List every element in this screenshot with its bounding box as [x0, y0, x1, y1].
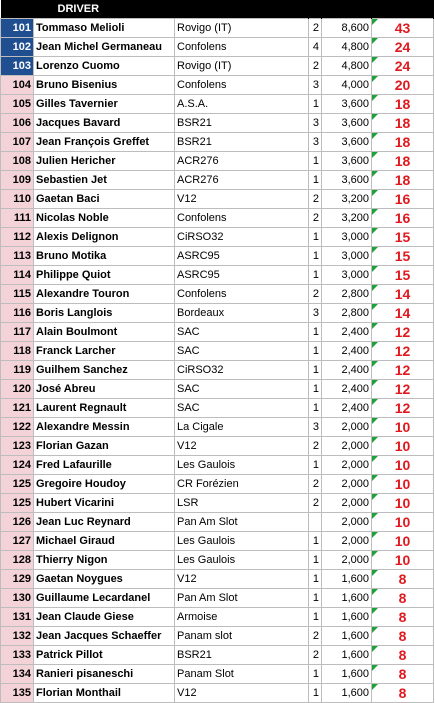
- table-row[interactable]: [1, 646, 434, 665]
- driver-name-cell[interactable]: Tommaso Melioli: [34, 19, 175, 38]
- table-row[interactable]: [1, 323, 434, 342]
- driver-name-cell[interactable]: Alexis Delignon: [34, 228, 175, 247]
- points-cell[interactable]: 2,400: [322, 380, 372, 399]
- club-cell[interactable]: SAC: [175, 399, 309, 418]
- count-cell[interactable]: 1: [309, 342, 322, 361]
- table-row[interactable]: [1, 38, 434, 57]
- row-number-cell[interactable]: 118: [1, 342, 34, 361]
- points-cell[interactable]: 3,200: [322, 209, 372, 228]
- club-cell[interactable]: Les Gaulois: [175, 456, 309, 475]
- club-cell[interactable]: SAC: [175, 342, 309, 361]
- club-cell[interactable]: ASRC95: [175, 247, 309, 266]
- count-cell[interactable]: 1: [309, 608, 322, 627]
- driver-name-cell[interactable]: Alain Boulmont: [34, 323, 175, 342]
- rank-cell[interactable]: 10: [372, 456, 434, 475]
- driver-name-cell[interactable]: Jean François Greffet: [34, 133, 175, 152]
- rank-cell[interactable]: 8: [372, 589, 434, 608]
- row-number-cell[interactable]: 105: [1, 95, 34, 114]
- points-cell[interactable]: 4,800: [322, 57, 372, 76]
- header-empty-points: [322, 0, 372, 19]
- rank-cell[interactable]: 12: [372, 342, 434, 361]
- points-cell[interactable]: 2,400: [322, 323, 372, 342]
- header-empty-rank: [372, 0, 434, 19]
- row-number-cell[interactable]: 120: [1, 380, 34, 399]
- table-row[interactable]: [1, 95, 434, 114]
- rank-cell[interactable]: 10: [372, 418, 434, 437]
- row-number-cell[interactable]: 121: [1, 399, 34, 418]
- table-row[interactable]: [1, 513, 434, 532]
- count-cell[interactable]: 1: [309, 456, 322, 475]
- count-cell[interactable]: 3: [309, 304, 322, 323]
- count-cell[interactable]: 1: [309, 532, 322, 551]
- points-cell[interactable]: 1,600: [322, 665, 372, 684]
- row-number-cell[interactable]: 122: [1, 418, 34, 437]
- club-cell[interactable]: V12: [175, 437, 309, 456]
- driver-name-cell[interactable]: Franck Larcher: [34, 342, 175, 361]
- count-cell[interactable]: 2: [309, 209, 322, 228]
- table-row[interactable]: [1, 494, 434, 513]
- club-cell[interactable]: BSR21: [175, 114, 309, 133]
- row-number-cell[interactable]: 125: [1, 494, 34, 513]
- driver-name-cell[interactable]: Florian Monthail: [34, 684, 175, 703]
- rank-cell[interactable]: 18: [372, 95, 434, 114]
- row-number-cell[interactable]: 117: [1, 323, 34, 342]
- header-empty-count: [309, 0, 322, 19]
- club-cell[interactable]: Panam slot: [175, 627, 309, 646]
- points-cell[interactable]: 3,000: [322, 228, 372, 247]
- rank-cell[interactable]: 18: [372, 114, 434, 133]
- points-cell[interactable]: 2,000: [322, 475, 372, 494]
- row-number-cell[interactable]: 104: [1, 76, 34, 95]
- rank-cell[interactable]: 10: [372, 475, 434, 494]
- table-row[interactable]: [1, 665, 434, 684]
- club-cell[interactable]: Pan Am Slot: [175, 589, 309, 608]
- club-cell[interactable]: Bordeaux: [175, 304, 309, 323]
- count-cell[interactable]: [309, 513, 322, 532]
- points-cell[interactable]: 4,800: [322, 38, 372, 57]
- row-number-cell[interactable]: 109: [1, 171, 34, 190]
- table-row[interactable]: [1, 475, 434, 494]
- table-row[interactable]: [1, 133, 434, 152]
- table-row[interactable]: [1, 589, 434, 608]
- driver-name-cell[interactable]: Lorenzo Cuomo: [34, 57, 175, 76]
- rank-cell[interactable]: 24: [372, 57, 434, 76]
- count-cell[interactable]: 4: [309, 38, 322, 57]
- club-cell[interactable]: CiRSO32: [175, 361, 309, 380]
- driver-name-cell[interactable]: José Abreu: [34, 380, 175, 399]
- row-number-cell[interactable]: 112: [1, 228, 34, 247]
- table-row[interactable]: [1, 437, 434, 456]
- rank-cell[interactable]: 18: [372, 171, 434, 190]
- rank-cell[interactable]: 12: [372, 380, 434, 399]
- club-cell[interactable]: Confolens: [175, 209, 309, 228]
- table-row[interactable]: [1, 190, 434, 209]
- points-cell[interactable]: 4,000: [322, 76, 372, 95]
- row-number-cell[interactable]: 110: [1, 190, 34, 209]
- header-driver: DRIVER: [1, 0, 309, 19]
- driver-name-cell[interactable]: Sebastien Jet: [34, 171, 175, 190]
- club-cell[interactable]: BSR21: [175, 133, 309, 152]
- club-cell[interactable]: Confolens: [175, 76, 309, 95]
- table-row[interactable]: [1, 627, 434, 646]
- count-cell[interactable]: 1: [309, 570, 322, 589]
- count-cell[interactable]: 1: [309, 266, 322, 285]
- count-cell[interactable]: 2: [309, 57, 322, 76]
- points-cell[interactable]: 3,000: [322, 247, 372, 266]
- row-number-cell[interactable]: 129: [1, 570, 34, 589]
- row-number-cell[interactable]: 128: [1, 551, 34, 570]
- points-cell[interactable]: 2,800: [322, 285, 372, 304]
- points-cell[interactable]: 2,000: [322, 532, 372, 551]
- driver-name-cell[interactable]: Bruno Bisenius: [34, 76, 175, 95]
- driver-name-cell[interactable]: Gilles Tavernier: [34, 95, 175, 114]
- count-cell[interactable]: 2: [309, 285, 322, 304]
- row-number-cell[interactable]: 115: [1, 285, 34, 304]
- row-number-cell[interactable]: 111: [1, 209, 34, 228]
- table-row[interactable]: [1, 532, 434, 551]
- rank-cell[interactable]: 12: [372, 323, 434, 342]
- count-cell[interactable]: 3: [309, 76, 322, 95]
- driver-name-cell[interactable]: Gregoire Houdoy: [34, 475, 175, 494]
- row-number-cell[interactable]: 125: [1, 475, 34, 494]
- count-cell[interactable]: 2: [309, 19, 322, 38]
- points-cell[interactable]: 2,000: [322, 513, 372, 532]
- table-row[interactable]: [1, 380, 434, 399]
- count-cell[interactable]: 1: [309, 399, 322, 418]
- row-number-cell[interactable]: 108: [1, 152, 34, 171]
- count-cell[interactable]: 2: [309, 646, 322, 665]
- club-cell[interactable]: ACR276: [175, 152, 309, 171]
- rank-cell[interactable]: 43: [372, 19, 434, 38]
- row-number-cell[interactable]: 113: [1, 247, 34, 266]
- count-cell[interactable]: 3: [309, 114, 322, 133]
- points-cell[interactable]: 2,400: [322, 342, 372, 361]
- club-cell[interactable]: CR Forézien: [175, 475, 309, 494]
- row-number-cell[interactable]: 114: [1, 266, 34, 285]
- driver-name-cell[interactable]: Nicolas Noble: [34, 209, 175, 228]
- table-row[interactable]: [1, 228, 434, 247]
- points-cell[interactable]: 1,600: [322, 608, 372, 627]
- club-cell[interactable]: BSR21: [175, 646, 309, 665]
- driver-name-cell[interactable]: Gaetan Baci: [34, 190, 175, 209]
- table-row[interactable]: [1, 19, 434, 38]
- driver-name-cell[interactable]: Jean Luc Reynard: [34, 513, 175, 532]
- count-cell[interactable]: 1: [309, 228, 322, 247]
- count-cell[interactable]: 1: [309, 684, 322, 703]
- table-row[interactable]: [1, 247, 434, 266]
- row-number-cell[interactable]: 133: [1, 646, 34, 665]
- points-cell[interactable]: 3,600: [322, 133, 372, 152]
- count-cell[interactable]: 1: [309, 380, 322, 399]
- row-number-cell[interactable]: 102: [1, 38, 34, 57]
- rank-cell[interactable]: 24: [372, 38, 434, 57]
- rank-cell[interactable]: 10: [372, 513, 434, 532]
- count-cell[interactable]: 1: [309, 589, 322, 608]
- row-number-cell[interactable]: 130: [1, 589, 34, 608]
- points-cell[interactable]: 3,600: [322, 152, 372, 171]
- rank-cell[interactable]: 8: [372, 608, 434, 627]
- table-row[interactable]: [1, 361, 434, 380]
- count-cell[interactable]: 1: [309, 171, 322, 190]
- rank-cell[interactable]: 12: [372, 399, 434, 418]
- driver-name-cell[interactable]: Julien Hericher: [34, 152, 175, 171]
- driver-name-cell[interactable]: Laurent Regnault: [34, 399, 175, 418]
- table-row[interactable]: [1, 209, 434, 228]
- row-number-cell[interactable]: 116: [1, 304, 34, 323]
- count-cell[interactable]: 2: [309, 190, 322, 209]
- club-cell[interactable]: SAC: [175, 380, 309, 399]
- row-number-cell[interactable]: 107: [1, 133, 34, 152]
- club-cell[interactable]: Pan Am Slot: [175, 513, 309, 532]
- driver-name-cell[interactable]: Boris Langlois: [34, 304, 175, 323]
- points-cell[interactable]: 2,000: [322, 494, 372, 513]
- points-cell[interactable]: 3,600: [322, 171, 372, 190]
- header-row: [1, 0, 434, 19]
- points-cell[interactable]: 3,200: [322, 190, 372, 209]
- table-row[interactable]: [1, 171, 434, 190]
- rank-cell[interactable]: 15: [372, 266, 434, 285]
- count-cell[interactable]: 1: [309, 247, 322, 266]
- driver-name-cell[interactable]: Bruno Motika: [34, 247, 175, 266]
- count-cell[interactable]: 1: [309, 152, 322, 171]
- club-cell[interactable]: Les Gaulois: [175, 532, 309, 551]
- rank-cell[interactable]: 10: [372, 551, 434, 570]
- table-body: [1, 19, 434, 703]
- points-cell[interactable]: 1,600: [322, 646, 372, 665]
- points-cell[interactable]: 3,600: [322, 114, 372, 133]
- count-cell[interactable]: 2: [309, 494, 322, 513]
- club-cell[interactable]: SAC: [175, 323, 309, 342]
- driver-name-cell[interactable]: Patrick Pillot: [34, 646, 175, 665]
- points-cell[interactable]: 2,000: [322, 456, 372, 475]
- rank-cell[interactable]: 20: [372, 76, 434, 95]
- rank-cell[interactable]: 8: [372, 570, 434, 589]
- table-row[interactable]: [1, 285, 434, 304]
- table-row[interactable]: [1, 152, 434, 171]
- rank-cell[interactable]: 12: [372, 361, 434, 380]
- club-cell[interactable]: Panam Slot: [175, 665, 309, 684]
- table-row[interactable]: [1, 399, 434, 418]
- points-cell[interactable]: 1,600: [322, 570, 372, 589]
- count-cell[interactable]: 3: [309, 133, 322, 152]
- count-cell[interactable]: 3: [309, 418, 322, 437]
- row-number-cell[interactable]: 123: [1, 437, 34, 456]
- count-cell[interactable]: 1: [309, 95, 322, 114]
- rank-cell[interactable]: 16: [372, 209, 434, 228]
- club-cell[interactable]: A.S.A.: [175, 95, 309, 114]
- count-cell[interactable]: 2: [309, 627, 322, 646]
- points-cell[interactable]: 2,000: [322, 437, 372, 456]
- club-cell[interactable]: V12: [175, 570, 309, 589]
- rank-cell[interactable]: 15: [372, 247, 434, 266]
- row-number-cell[interactable]: 106: [1, 114, 34, 133]
- driver-name-cell[interactable]: Alexandre Touron: [34, 285, 175, 304]
- points-cell[interactable]: 1,600: [322, 684, 372, 703]
- row-number-cell[interactable]: 132: [1, 627, 34, 646]
- club-cell[interactable]: Rovigo (IT): [175, 19, 309, 38]
- rank-cell[interactable]: 8: [372, 627, 434, 646]
- rank-cell[interactable]: 10: [372, 532, 434, 551]
- row-number-cell[interactable]: 135: [1, 684, 34, 703]
- driver-name-cell[interactable]: Guilhem Sanchez: [34, 361, 175, 380]
- count-cell[interactable]: 1: [309, 551, 322, 570]
- club-cell[interactable]: Armoise: [175, 608, 309, 627]
- club-cell[interactable]: ACR276: [175, 171, 309, 190]
- table-row[interactable]: [1, 304, 434, 323]
- driver-name-cell[interactable]: Michael Giraud: [34, 532, 175, 551]
- row-number-cell[interactable]: 126: [1, 513, 34, 532]
- rank-cell[interactable]: 15: [372, 228, 434, 247]
- rank-cell[interactable]: 14: [372, 304, 434, 323]
- points-cell[interactable]: 3,600: [322, 95, 372, 114]
- points-cell[interactable]: 8,600: [322, 19, 372, 38]
- driver-name-cell[interactable]: Gaetan Noygues: [34, 570, 175, 589]
- club-cell[interactable]: Confolens: [175, 38, 309, 57]
- driver-name-cell[interactable]: Fred Lafaurille: [34, 456, 175, 475]
- club-cell[interactable]: Les Gaulois: [175, 551, 309, 570]
- table-row[interactable]: [1, 551, 434, 570]
- points-cell[interactable]: 1,600: [322, 627, 372, 646]
- rank-cell[interactable]: 18: [372, 152, 434, 171]
- count-cell[interactable]: 1: [309, 323, 322, 342]
- driver-name-cell[interactable]: Ranieri pisaneschi: [34, 665, 175, 684]
- rank-cell[interactable]: 10: [372, 437, 434, 456]
- table-row[interactable]: [1, 342, 434, 361]
- table-row[interactable]: [1, 114, 434, 133]
- driver-name-cell[interactable]: Jean Jacques Schaeffer: [34, 627, 175, 646]
- points-cell[interactable]: 2,400: [322, 361, 372, 380]
- points-cell[interactable]: 3,000: [322, 266, 372, 285]
- driver-name-cell[interactable]: Florian Gazan: [34, 437, 175, 456]
- driver-name-cell[interactable]: Jacques Bavard: [34, 114, 175, 133]
- rank-cell[interactable]: 18: [372, 133, 434, 152]
- club-cell[interactable]: V12: [175, 684, 309, 703]
- points-cell[interactable]: 2,400: [322, 399, 372, 418]
- table-row[interactable]: [1, 418, 434, 437]
- count-cell[interactable]: 1: [309, 665, 322, 684]
- table-row[interactable]: [1, 456, 434, 475]
- rank-cell[interactable]: 10: [372, 494, 434, 513]
- club-cell[interactable]: LSR: [175, 494, 309, 513]
- rank-cell[interactable]: 14: [372, 285, 434, 304]
- driver-name-cell[interactable]: Hubert Vicarini: [34, 494, 175, 513]
- driver-name-cell[interactable]: Guillaume Lecardanel: [34, 589, 175, 608]
- table-row[interactable]: [1, 608, 434, 627]
- club-cell[interactable]: V12: [175, 190, 309, 209]
- rank-cell[interactable]: 16: [372, 190, 434, 209]
- club-cell[interactable]: Confolens: [175, 285, 309, 304]
- driver-name-cell[interactable]: Jean Michel Germaneau: [34, 38, 175, 57]
- row-number-cell[interactable]: 101: [1, 19, 34, 38]
- points-cell[interactable]: 2,000: [322, 418, 372, 437]
- row-number-cell[interactable]: 103: [1, 57, 34, 76]
- rank-cell[interactable]: 8: [372, 684, 434, 703]
- club-cell[interactable]: La Cigale: [175, 418, 309, 437]
- club-cell[interactable]: ASRC95: [175, 266, 309, 285]
- row-number-cell[interactable]: 119: [1, 361, 34, 380]
- rank-cell[interactable]: 8: [372, 665, 434, 684]
- club-cell[interactable]: Rovigo (IT): [175, 57, 309, 76]
- points-cell[interactable]: 2,000: [322, 551, 372, 570]
- row-number-cell[interactable]: 124: [1, 456, 34, 475]
- club-cell[interactable]: CiRSO32: [175, 228, 309, 247]
- points-cell[interactable]: 1,600: [322, 589, 372, 608]
- driver-name-cell[interactable]: Jean Claude Giese: [34, 608, 175, 627]
- table-row[interactable]: [1, 76, 434, 95]
- table-row[interactable]: [1, 684, 434, 703]
- driver-name-cell[interactable]: Philippe Quiot: [34, 266, 175, 285]
- rank-cell[interactable]: 8: [372, 646, 434, 665]
- count-cell[interactable]: 2: [309, 475, 322, 494]
- driver-name-cell[interactable]: Thierry Nigon: [34, 551, 175, 570]
- count-cell[interactable]: 1: [309, 361, 322, 380]
- points-cell[interactable]: 2,800: [322, 304, 372, 323]
- row-number-cell[interactable]: 131: [1, 608, 34, 627]
- table-row[interactable]: [1, 57, 434, 76]
- row-number-cell[interactable]: 127: [1, 532, 34, 551]
- count-cell[interactable]: 2: [309, 437, 322, 456]
- row-number-cell[interactable]: 134: [1, 665, 34, 684]
- table-row[interactable]: [1, 570, 434, 589]
- table-row[interactable]: [1, 266, 434, 285]
- driver-name-cell[interactable]: Alexandre Messin: [34, 418, 175, 437]
